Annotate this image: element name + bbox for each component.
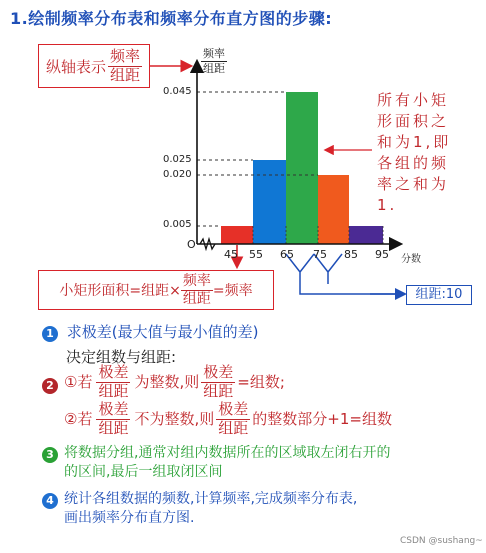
y-tick-label: 0.020: [163, 169, 192, 180]
x-tick-label: 85: [344, 248, 358, 261]
step-2-intro: 决定组数与组距:: [66, 348, 177, 366]
area-fraction-den: 组距: [182, 290, 211, 307]
chart-ylabel: [201, 48, 227, 74]
step-4-text-1: 统计各组数据的频数,计算频率,完成频率分布表,: [64, 491, 358, 507]
x-tick-label: 55: [249, 248, 263, 261]
step-2-badge-wrap: [42, 374, 58, 394]
fraction-num: 极差: [203, 363, 234, 381]
note-line: 率之和为: [377, 175, 450, 193]
x-tick-label: 45: [224, 248, 238, 261]
note-line: 所有小矩: [377, 91, 450, 109]
range-over-width-fraction: [216, 402, 250, 437]
fraction-den: 组距: [98, 418, 129, 437]
fraction-den: 组距: [98, 381, 129, 400]
chart-ylabel-num: 频率: [203, 47, 225, 60]
step-1: [42, 323, 259, 342]
bars-group: [221, 92, 383, 244]
range-over-width-fraction: [201, 365, 235, 400]
range-over-width-fraction: [96, 402, 130, 437]
step-4-badge: 4: [42, 493, 58, 509]
step-4: [42, 490, 478, 528]
note-line: 和为1,即: [377, 133, 452, 151]
note-line: 各组的频: [377, 154, 450, 172]
y-tick-label: 0.045: [163, 86, 192, 97]
step-2-line-1: [64, 365, 285, 400]
group-width-box: 组距:10: [406, 285, 472, 305]
chart-ylabel-den: 组距: [203, 61, 225, 75]
fraction-num: 极差: [98, 400, 129, 418]
y-tick-label: 0.005: [163, 219, 192, 230]
x-tick-label: 75: [313, 248, 327, 261]
step-1-badge: 1: [42, 326, 58, 342]
step-1-text: 求极差(最大值与最小值的差): [66, 323, 259, 341]
yaxis-fraction-den: 组距: [110, 65, 141, 84]
step-2-line-2-b: 不为整数,则: [134, 409, 215, 428]
fraction-den: 组距: [203, 381, 234, 400]
histogram-bar: [286, 92, 318, 244]
step-3-text-1: 将数据分组,通常对组内数据所在的区域取左闭右开的: [64, 445, 391, 461]
x-axis-label: 分数: [401, 254, 421, 265]
y-tick-label: 0.025: [163, 154, 192, 165]
origin-label: O: [187, 238, 196, 251]
yaxis-fraction-num: 频率: [110, 46, 141, 65]
watermark: CSDN @sushang~: [400, 536, 483, 546]
area-formula-box: [38, 270, 274, 310]
step-3: [42, 444, 478, 482]
area-formula-prefix: 小矩形面积=组距×: [59, 283, 181, 299]
step-3-badge: 3: [42, 447, 58, 463]
page-title: 1.绘制频率分布表和频率分布直方图的步骤:: [10, 9, 333, 28]
x-tick-label: 65: [280, 248, 294, 261]
fraction-num: 极差: [98, 363, 129, 381]
area-fraction-num: 频率: [182, 272, 211, 289]
step-4-row-1: [42, 490, 478, 509]
step-4-text-2: 画出频率分布直方图.: [64, 510, 195, 526]
range-over-width-fraction: [96, 365, 130, 400]
step-3-row-1: [42, 444, 478, 463]
step-2-line-1-a: ①若: [64, 372, 93, 391]
yaxis-label-prefix: 纵轴表示: [45, 57, 106, 76]
step-2-line-2-a: ②若: [64, 409, 93, 428]
x-tick-label: 95: [375, 248, 389, 261]
fraction-den: 组距: [218, 418, 249, 437]
histogram-bar: [318, 175, 349, 244]
area-formula-suffix: =频率: [212, 283, 253, 299]
area-sum-note: [377, 90, 467, 216]
step-2-line-2-c: 的整数部分+1=组数: [252, 409, 392, 428]
step-2-line-1-c: =组数;: [237, 372, 285, 391]
note-line: 1.: [377, 196, 398, 214]
step-3-text-2: 的区间,最后一组取闭区间: [64, 464, 223, 480]
area-formula-fraction: [181, 274, 213, 306]
step-2-badge: 2: [42, 378, 58, 394]
step-2-line-2: [64, 402, 392, 437]
histogram-bar: [221, 226, 253, 244]
fraction-num: 极差: [218, 400, 249, 418]
note-line: 形面积之: [377, 112, 450, 130]
histogram-bar: [349, 226, 383, 244]
histogram-bar: [253, 160, 286, 244]
step-2-line-1-b: 为整数,则: [134, 372, 200, 391]
